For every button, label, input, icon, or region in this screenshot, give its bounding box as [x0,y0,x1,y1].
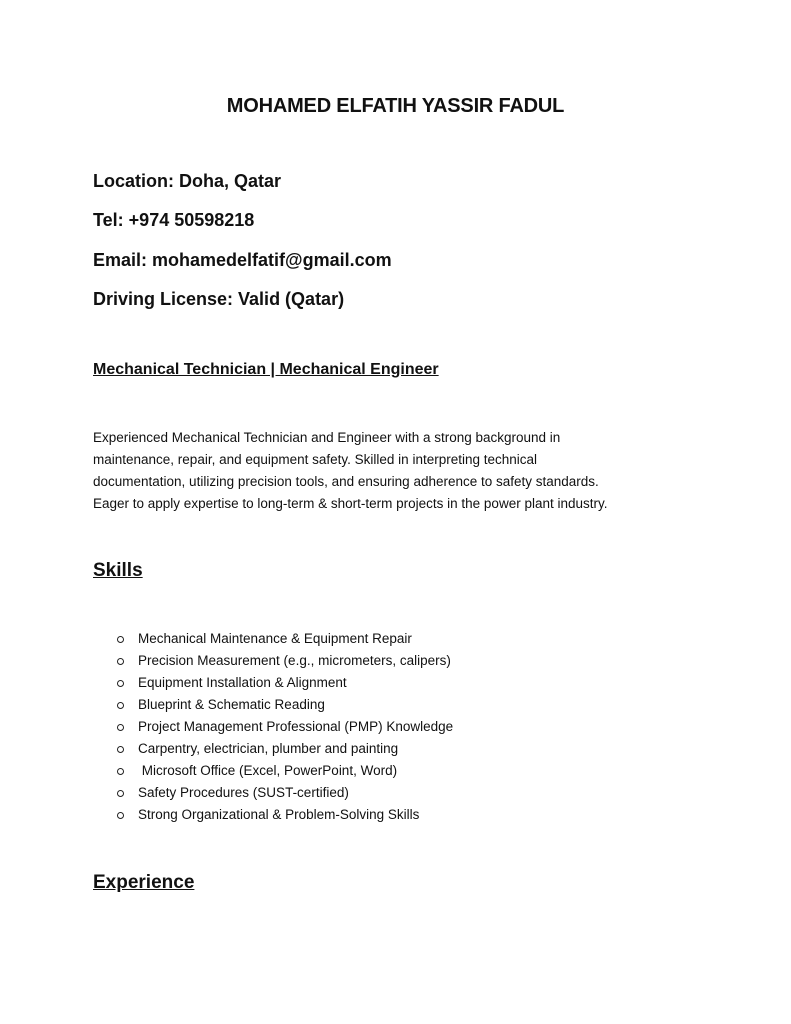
contact-email: Email: mohamedelfatif@gmail.com [93,250,392,270]
summary-line: documentation, utilizing precision tools, and ensuring adherence to safety standards. [93,474,599,489]
summary-line: maintenance, repair, and equipment safety. Skilled in interpreting technical [93,452,538,467]
skill-item [117,760,453,782]
summary-line: Experienced Mechanical Technician and Engineer with a strong background in [93,430,561,445]
skill-text: Carpentry, electrician, plumber and painting [138,741,399,756]
profile-summary [93,427,693,515]
skill-text: Safety Procedures (SUST-certified) [138,785,349,800]
hollow-circle-bullet-icon [117,812,124,819]
hollow-circle-bullet-icon [117,636,124,643]
skill-item [117,782,453,804]
hollow-circle-bullet-icon [117,680,124,687]
skill-text: Precision Measurement (e.g., micrometers, calipers) [138,653,451,668]
hollow-circle-bullet-icon [117,768,124,775]
contact-driving-license: Driving License: Valid (Qatar) [93,289,345,309]
skill-text: Blueprint & Schematic Reading [138,697,325,712]
skill-item [117,738,453,760]
skill-item [117,672,453,694]
hollow-circle-bullet-icon [117,724,124,731]
hollow-circle-bullet-icon [117,790,124,797]
hollow-circle-bullet-icon [117,746,124,753]
skills-heading: Skills [93,560,143,581]
hollow-circle-bullet-icon [117,658,124,665]
skill-text: Project Management Professional (PMP) Knowledge [138,719,454,734]
skill-text: Microsoft Office (Excel, PowerPoint, Word) [138,763,398,778]
hollow-circle-bullet-icon [117,702,124,709]
skill-text: Mechanical Maintenance & Equipment Repair [138,631,412,646]
skill-text: Strong Organizational & Problem-Solving Skills [138,807,420,822]
contact-location: Location: Doha, Qatar [93,171,282,191]
skill-item [117,650,453,672]
contact-phone: Tel: +974 50598218 [93,210,255,230]
experience-heading: Experience [93,872,195,893]
candidate-name: MOHAMED ELFATIH YASSIR FADUL [226,95,565,117]
role-heading: Mechanical Technician | Mechanical Engineer [93,361,439,378]
summary-line: Eager to apply expertise to long-term & short-term projects in the power plant industry. [93,496,608,511]
skill-text: Equipment Installation & Alignment [138,675,347,690]
skills-list [117,628,453,826]
skill-item [117,804,453,826]
skill-item [117,628,453,650]
skill-item [117,716,453,738]
skill-item [117,694,453,716]
